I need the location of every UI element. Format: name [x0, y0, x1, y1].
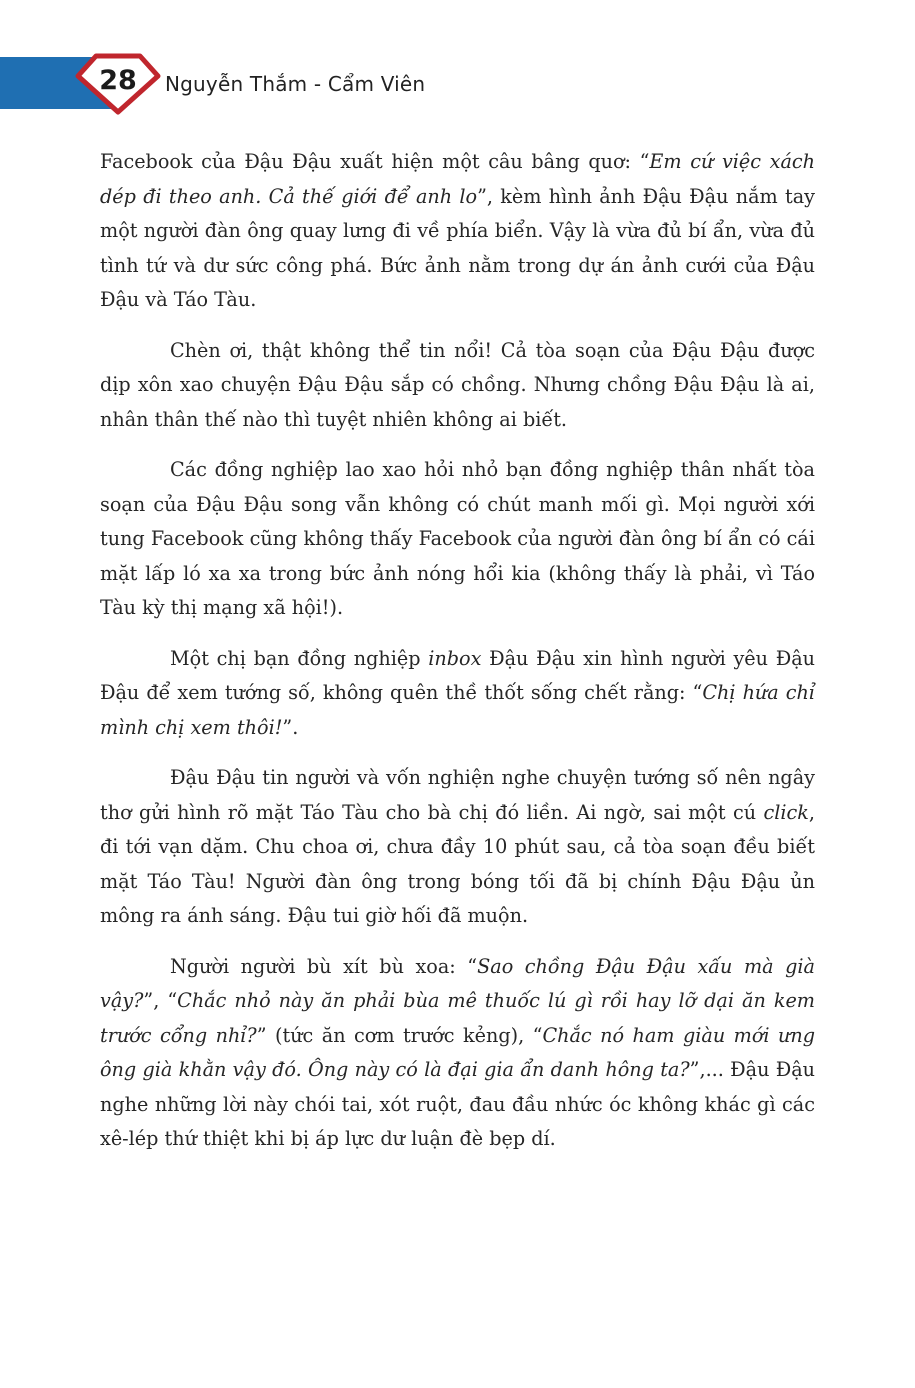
italic-span: Chắc nó ham giàu mới ưng ông già khằn vậy đó. Ông này có là đại gia ẩn danh hông ta?: [100, 1023, 815, 1081]
paragraph: [100, 642, 815, 746]
text-span: ” (tức ăn cơm trước kẻng), “: [256, 1023, 543, 1047]
paragraph: [100, 334, 815, 438]
text-span: ”, kèm hình ảnh Đậu Đậu nắm tay một người đàn ông quay lưng đi về phía biển. Vậy là vừa đủ bí ẩn, vừa đủ tình tứ và dư sức công phá. Bức ảnh nằm trong dự án ảnh cưới của Đậu Đậu và Táo Tàu.: [100, 184, 815, 311]
italic-span: Em cứ việc xách dép đi theo anh. Cả thế giới để anh lo: [100, 150, 815, 208]
italic-span: Sao chồng Đậu Đậu xấu mà già vậy?: [100, 954, 815, 1012]
italic-span: inbox: [428, 646, 482, 670]
text-span: Facebook của Đậu Đậu xuất hiện một câu bâng quơ: “: [100, 150, 650, 173]
paragraph: [100, 145, 815, 318]
italic-span: click: [763, 800, 809, 824]
text-span: ”,... Đậu Đậu nghe những lời này chói tai, xót ruột, đau đầu nhức óc không khác gì các xê-lép thứ thiệt khi bị áp lực dư luận đè bẹp dí.: [100, 1058, 815, 1150]
text-span: Một chị bạn đồng nghiệp: [170, 646, 429, 670]
paragraph: [100, 950, 815, 1157]
paragraph: [100, 761, 815, 934]
text-span: , đi tới vạn dặm. Chu choa ơi, chưa đầy 10 phút sau, cả tòa soạn đều biết mặt Táo Tàu! Người đàn ông trong bóng tối đã bị chính Đậu Đậu ủn mông ra ánh sáng. Đậu tui giờ hối đã muộn.: [100, 800, 815, 927]
page-number: 28: [99, 65, 137, 96]
text-span: Đậu Đậu xin hình người yêu Đậu Đậu để xem tướng số, không quên thề thốt sống chết rằng: “: [100, 646, 815, 704]
page-header: [0, 0, 915, 120]
body-text: [100, 145, 815, 1173]
running-head: Nguyễn Thắm - Cẩm Viên: [165, 72, 426, 96]
text-span: ”, “: [143, 989, 178, 1012]
text-span: Đậu Đậu tin người và vốn nghiện nghe chuyện tướng số nên ngây thơ gửi hình rõ mặt Táo Tàu cho bà chị đó liền. Ai ngờ, sai một cú: [100, 766, 815, 824]
text-span: Người người bù xít bù xoa: “: [170, 954, 478, 978]
text-span: ”.: [282, 715, 299, 739]
text-span: Chèn ơi, thật không thể tin nổi! Cả tòa soạn của Đậu Đậu được dịp xôn xao chuyện Đậu Đậu sắp có chồng. Nhưng chồng Đậu Đậu là ai, nhân thân thế nào thì tuyệt nhiên không ai biết.: [100, 338, 815, 431]
italic-span: Chắc nhỏ này ăn phải bùa mê thuốc lú gì rồi hay lỡ dại ăn kem trước cổng nhỉ?: [100, 989, 815, 1047]
italic-span: Chị hứa chỉ mình chị xem thôi!: [100, 681, 815, 739]
text-span: Các đồng nghiệp lao xao hỏi nhỏ bạn đồng nghiệp thân nhất tòa soạn của Đậu Đậu song vẫn không có chút manh mối gì. Mọi người xới tung Facebook cũng không thấy Facebook của người đàn ông bí ẩn có cái mặt lấp ló xa xa trong bức ảnh nóng hổi kia (không thấy là phải, vì Táo Tàu kỳ thị mạng xã hội!).: [100, 458, 815, 619]
paragraph: [100, 453, 815, 626]
